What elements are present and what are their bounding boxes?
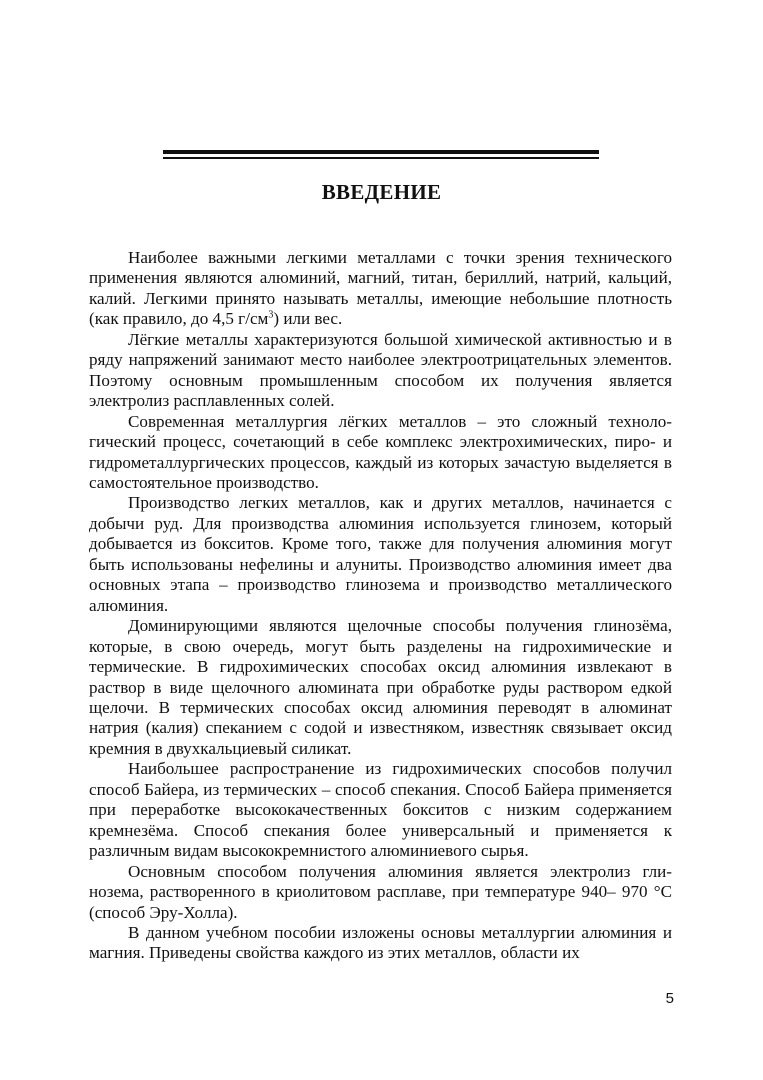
paragraph: В данном учебном пособии изложены основы металлургии алюминия и магния. Приведены свойства каждого из этих металлов, области их — [89, 922, 672, 963]
paragraph: Основным способом получения алюминия является электролиз глинозема, растворенного в криолитовом расплаве, при температуре 940– 970 °С (способ Эру-Холла). — [89, 861, 672, 922]
body-text — [89, 248, 672, 964]
paragraph: Наибольшее распространение из гидрохимических способов получил способ Байера, из термических – способ спекания. Способ Байера применяется при переработке высококачественных бокситов с низким содержанием кремнезёма. Способ спекания более универсальный и применяется к различным видам высококремнистого алюминиевого сырья. — [89, 759, 672, 861]
paragraph: Современная металлургия лёгких металлов – это сложный технологический процесс, сочетающий в себе комплекс электрохимических, пиро- и гидрометаллургических процессов, каждый из которых зачастую выделяется в самостоятельное производство. — [89, 411, 672, 492]
paragraph: Лёгкие металлы характеризуются большой химической активностью и в ряду напряжений занимают место наиболее электроотрицательных элементов. Поэтому основным промышленным способом их получения является электролиз расплавленных солей. — [89, 329, 672, 411]
page-title: ВВЕДЕНИЕ — [321, 180, 442, 204]
page-number: 5 — [665, 990, 674, 1007]
paragraph: Производство легких металлов, как и других металлов, начинается с добычи руд. Для производства алюминия используется глинозем, который добывается из бокситов. Кроме того, также для получения алюминия могут быть использованы нефелины и алуниты. Производство алюминия имеет два основных этапа – производство глинозема и производство металлического алюминия. — [89, 493, 672, 615]
paragraph-text-end: ) или вес. — [273, 309, 343, 329]
superscript-exponent: 3 — [268, 309, 274, 321]
paragraph — [89, 248, 672, 330]
top-rule-thick — [163, 150, 599, 154]
paragraph-text: Наиболее важными легкими металлами с точки зрения технического применения являются алюминий, магний, титан, бериллий, натрий, кальций, калий. Легкими принято называть металлы, имеющие небольшие плотность (как правило, до 4,5 г/см — [89, 248, 672, 329]
top-rule-thin — [163, 157, 599, 159]
paragraph: Доминирующими являются щелочные способы получения глинозёма, которые, в свою очередь, могут быть разделены на гидрохимические и термические. В гидрохимических способах оксид алюминия извлекают в раствор в виде щелочного алюмината при обработке руды раствором едкой щелочи. В термических способах оксид алюминия переводят в алюминат натрия (калия) спеканием с содой и известняком, известняк связывает оксид кремния в двухкальциевый силикат. — [89, 616, 672, 758]
